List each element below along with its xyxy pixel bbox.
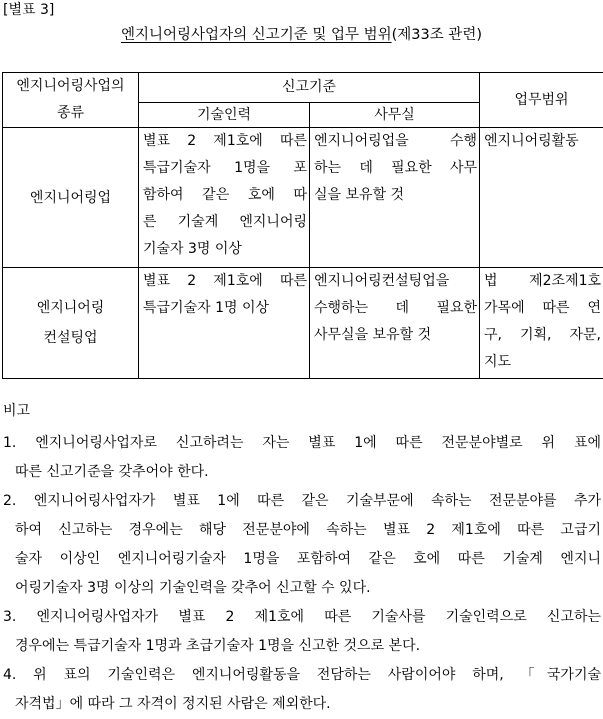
cell-line: 하는 데 필요한 사무 bbox=[314, 155, 477, 182]
cell-line: 특급기술자 1명을 포 bbox=[143, 155, 307, 182]
remark-item bbox=[3, 487, 601, 603]
remark-item bbox=[3, 661, 601, 719]
row-technical bbox=[139, 128, 310, 268]
header-office-label: 사무실 bbox=[310, 104, 479, 127]
document-title-ref: (제33조 관련) bbox=[392, 27, 482, 43]
header-category bbox=[3, 73, 139, 128]
header-criteria bbox=[139, 73, 480, 103]
row-category-line: 엔지니어링 bbox=[3, 293, 138, 323]
row-category bbox=[3, 128, 139, 268]
cell-line: 수행하는 데 필요한 bbox=[314, 295, 477, 322]
row-category-line: 엔지니어링업 bbox=[3, 183, 138, 213]
row-category-line: 컨설팅업 bbox=[3, 323, 138, 353]
cell-line: 가목에 따른 연 bbox=[484, 295, 601, 322]
remarks-heading: 비고 bbox=[3, 400, 601, 422]
cell-line: 엔지니어링업을 수행 bbox=[314, 128, 477, 155]
attachment-label: [별표 3] bbox=[3, 1, 54, 19]
criteria-table bbox=[2, 72, 603, 379]
cell-line: 별표 2 제1호에 따른 bbox=[143, 268, 307, 295]
row-scope bbox=[480, 268, 603, 379]
header-category-line: 종류 bbox=[3, 100, 138, 127]
table-row bbox=[3, 128, 603, 268]
cell-line: 구, 기획, 자문, bbox=[484, 322, 601, 349]
remark-line: 2. 엔지니어링사업자가 별표 1에 따른 같은 기술부문에 속하는 전문분야를 추가 bbox=[3, 487, 601, 516]
cell-line: 법 제2조제1호 bbox=[484, 268, 601, 295]
document-title bbox=[0, 25, 603, 45]
remark-line: 어링기술자 3명 이상의 기술인력을 갖추어 신고할 수 있다. bbox=[3, 574, 601, 603]
cell-line: 지도 bbox=[484, 349, 601, 376]
cell-line: 사무실을 보유할 것 bbox=[314, 322, 477, 349]
header-category-line: 엔지니어링사업의 bbox=[3, 73, 138, 100]
document-title-main: 엔지니어링사업자의 신고기준 및 업무 범위 bbox=[121, 27, 392, 43]
remark-line: 자격법」에 따라 그 자격이 정지된 사람은 제외한다. bbox=[3, 690, 601, 719]
row-scope bbox=[480, 128, 603, 268]
cell-line: 함하여 같은 호에 따 bbox=[143, 182, 307, 209]
remark-line: 하여 신고하는 경우에는 해당 전문분야에 속하는 별표 2 제1호에 따른 고급기 bbox=[3, 516, 601, 545]
remark-line: 3. 엔지니어링사업자가 별표 2 제1호에 따른 기술사를 기술인력으로 신고하는 bbox=[3, 603, 601, 632]
header-scope-label: 업무범위 bbox=[480, 87, 603, 114]
header-technical-label: 기술인력 bbox=[139, 104, 309, 127]
row-technical bbox=[139, 268, 310, 379]
table-row bbox=[3, 268, 603, 379]
cell-line: 른 기술계 엔지니어링 bbox=[143, 209, 307, 236]
remark-line: 따른 신고기준을 갖추어야 한다. bbox=[3, 458, 601, 487]
remark-line: 1. 엔지니어링사업자로 신고하려는 자는 별표 1에 따른 전문분야별로 위 표에 bbox=[3, 429, 601, 458]
cell-line: 별표 2 제1호에 따른 bbox=[143, 128, 307, 155]
cell-line: 엔지니어링활동 bbox=[484, 128, 601, 155]
header-technical bbox=[139, 103, 310, 128]
row-category bbox=[3, 268, 139, 379]
header-criteria-label: 신고기준 bbox=[139, 74, 479, 101]
remark-line: 술자 이상인 엔지니어링기술자 1명을 포함하여 같은 호에 따른 기술계 엔지니 bbox=[3, 545, 601, 574]
remark-line: 4. 위 표의 기술인력은 엔지니어링활동을 전담하는 사람이어야 하며, 「국가기술 bbox=[3, 661, 601, 690]
remark-item bbox=[3, 429, 601, 487]
remark-line: 경우에는 특급기술자 1명과 초급기술자 1명을 신고한 것으로 본다. bbox=[3, 632, 601, 661]
cell-line: 특급기술자 1명 이상 bbox=[143, 295, 307, 322]
header-office bbox=[310, 103, 480, 128]
remark-item bbox=[3, 603, 601, 661]
remarks-section bbox=[3, 400, 601, 719]
header-scope bbox=[480, 73, 603, 128]
cell-line: 엔지니어링컨설팅업을 bbox=[314, 268, 477, 295]
cell-line: 기술자 3명 이상 bbox=[143, 236, 307, 263]
row-office bbox=[310, 268, 480, 379]
cell-line: 실을 보유할 것 bbox=[314, 182, 477, 209]
row-office bbox=[310, 128, 480, 268]
